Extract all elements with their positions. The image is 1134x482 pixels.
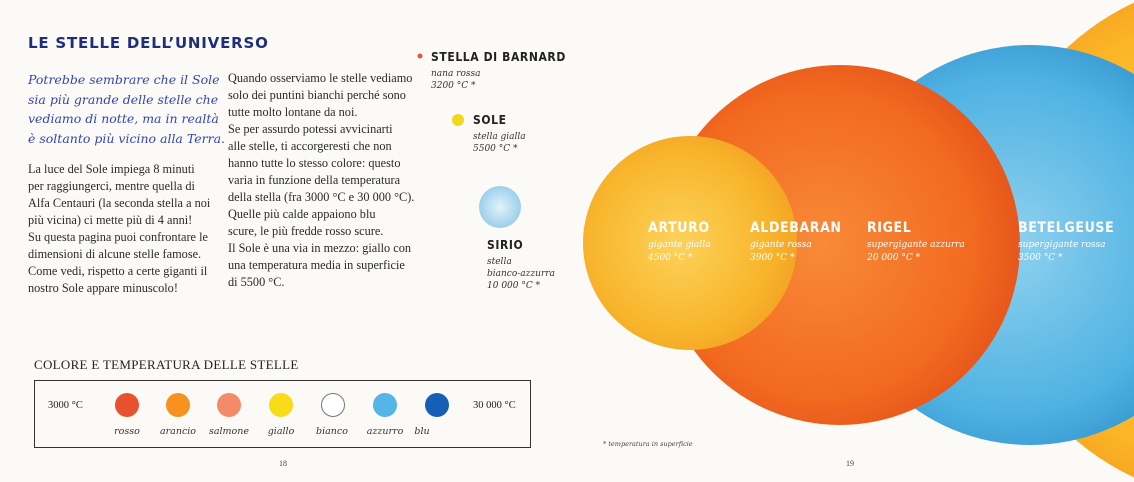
betelgeuse-type: supergigante rossa (1018, 240, 1106, 250)
arturo-temp: 4500 °C * (648, 253, 693, 263)
aldebaran-label (750, 220, 842, 265)
barnard-label (431, 50, 566, 92)
betelgeuse-name: BETELGEUSE (1018, 220, 1115, 236)
swatch-label-salmone: salmone (208, 426, 250, 437)
sun-temp: 5500 °C * (473, 144, 518, 154)
swatch-blu (425, 393, 449, 417)
aldebaran-type: gigante rossa (750, 240, 812, 250)
intro-cursive: Potrebbe sembrare che il Sole sia più grande delle stelle che vediamo di notte, ma in realtà è soltanto più vicino alla Terra. (28, 72, 226, 146)
swatch-label-bianco: bianco (316, 426, 348, 437)
rigel-type: supergigante azzurra (867, 240, 965, 250)
legend-title: COLORE E TEMPERATURA DELLE STELLE (34, 357, 299, 372)
sun-name: SOLE (473, 113, 507, 127)
swatch-label-rosso: rosso (114, 426, 140, 437)
legend-min-temp: 3000 °C (48, 400, 83, 411)
legend-max-temp: 30 000 °C (473, 400, 516, 411)
arturo-type: gigante gialla (648, 240, 711, 250)
rigel-temp: 20 000 °C * (867, 253, 921, 263)
swatch-bianco (321, 393, 345, 417)
aldebaran-name: ALDEBARAN (750, 220, 842, 236)
swatch-label-arancio: arancio (159, 426, 197, 437)
page-number-right: 19 (846, 459, 854, 468)
sun-type: stella gialla (473, 132, 526, 142)
swatch-label-blu: blu (414, 426, 430, 437)
arturo-label (648, 220, 711, 265)
rigel-name: RIGEL (867, 220, 912, 236)
swatch-label-azzurro: azzurro (366, 426, 404, 437)
swatch-salmone (217, 393, 241, 417)
swatch-azzurro (373, 393, 397, 417)
aldebaran-temp: 3900 °C * (750, 253, 795, 263)
footnote: * temperatura in superficie (603, 440, 693, 448)
betelgeuse-temp: 3500 °C * (1018, 253, 1063, 263)
barnard-type: nana rossa (431, 69, 481, 79)
paragraph-left: La luce del Sole impiega 8 minuti per raggiungerci, mentre quella di Alfa Centauri (la seconda stella a noi più vicina) ci mette più di 4 anni! Su questa pagina puoi confrontare le dimensioni di alcune stelle famose. Come vedi, rispetto a certe giganti il nostro Sole appare minuscolo! (28, 162, 211, 295)
barnard-name: STELLA DI BARNARD (431, 50, 566, 64)
swatch-rosso (115, 393, 139, 417)
page-number-left: 18 (279, 459, 287, 468)
swatch-giallo (269, 393, 293, 417)
swatch-label-giallo: giallo (267, 426, 295, 437)
arturo-name: ARTURO (648, 220, 710, 236)
paragraph-right: Quando osserviamo le stelle vediamo solo dei puntini bianchi perché sono tutte molto lontane da noi. Se per assurdo potessi avvicinarti alle stelle, ti accorgeresti che non hanno tutte lo stesso colore: questo varia in funzione della temperatura della stella (fra 3000 °C e 30 000 °C). Quelle più calde appaiono blu scure, le più fredde rosso scure. Il Sole è una via in mezzo: giallo con una temperatura media in superficie di 5500 °C. (228, 71, 415, 289)
color-temperature-legend (34, 380, 531, 448)
sirius-type-1: stella (487, 257, 512, 267)
barnard-temp: 3200 °C * (431, 81, 476, 91)
page-title: LE STELLE DELL’UNIVERSO (28, 34, 269, 52)
sirius-label (487, 238, 555, 292)
sirius-name: SIRIO (487, 238, 524, 252)
sirius-temp: 10 000 °C * (487, 281, 541, 291)
swatch-arancio (166, 393, 190, 417)
sirius-type-2: bianco-azzurra (487, 269, 555, 279)
sun-star (452, 114, 464, 126)
barnard-star (418, 54, 423, 59)
betelgeuse-label (1018, 220, 1114, 265)
sirius-star (479, 186, 521, 228)
sun-label (473, 113, 526, 155)
rigel-label (867, 220, 965, 265)
